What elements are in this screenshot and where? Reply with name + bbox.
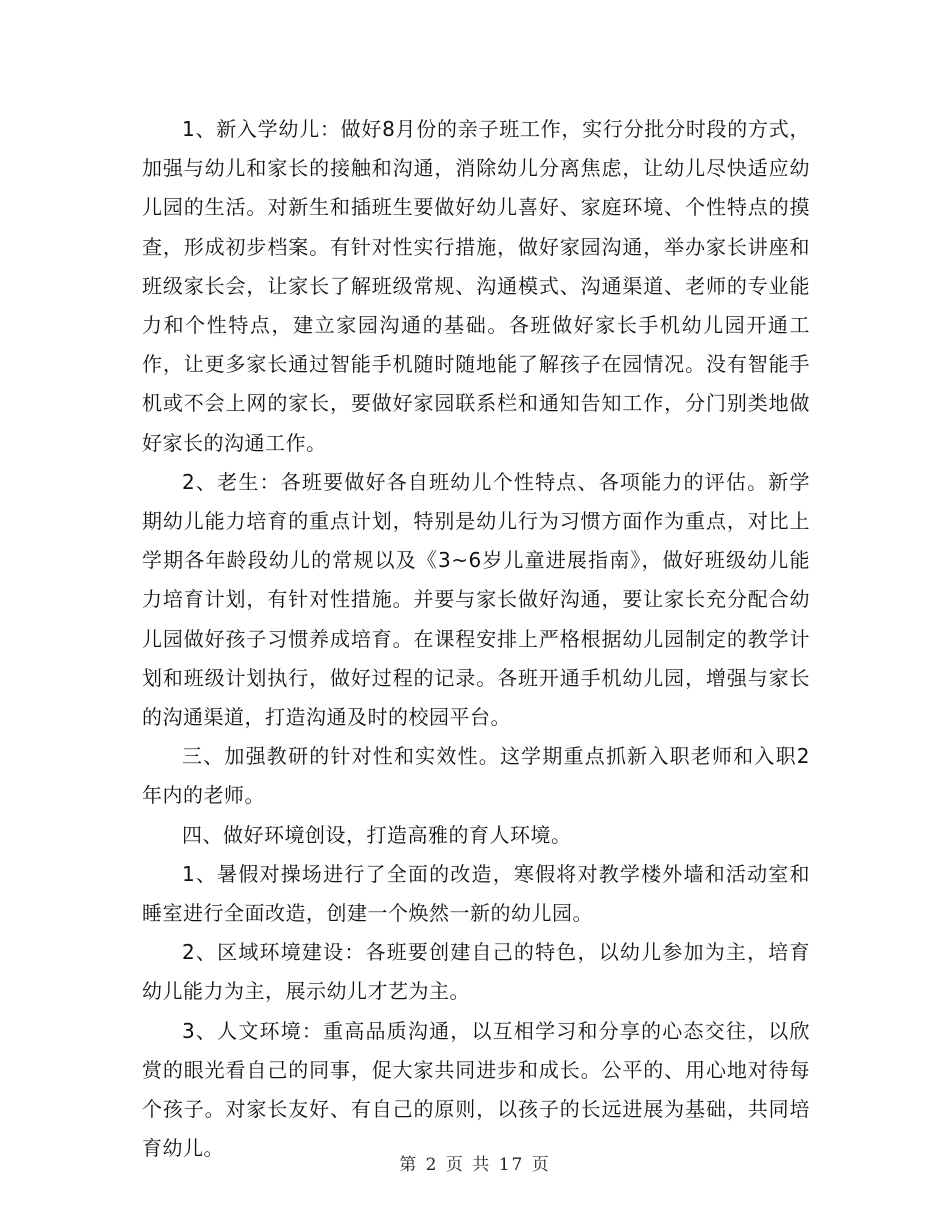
paragraph-area-environment: 2、区域环境建设：各班要创建自己的特色，以幼儿参加为主，培育幼儿能力为主，展示幼儿才艺为主。 — [142, 940, 810, 1004]
paragraph-humanistic-environment: 3、人文环境：重高品质沟通，以互相学习和分享的心态交往，以欣赏的眼光看自己的同事，促大家共同进步和成长。公平的、用心地对待每个孩子。对家长友好、有自己的原则，以孩子的长远进展为基础，共同培育幼儿。 — [142, 1018, 810, 1161]
paragraph-teaching-research: 三、加强教研的针对性和实效性。这学期重点抓新入职老师和入职2年内的老师。 — [142, 744, 810, 808]
paragraph-new-students: 1、新入学幼儿：做好8月份的亲子班工作，实行分批分时段的方式，加强与幼儿和家长的接触和沟通，消除幼儿分离焦虑，让幼儿尽快适应幼儿园的生活。对新生和插班生要做好幼儿喜好、家庭环境、个性特点的摸查，形成初步档案。有针对性实行措施，做好家园沟通，举办家长讲座和班级家长会，让家长了解班级常规、沟通模式、沟通渠道、老师的专业能力和个性特点，建立家园沟通的基础。各班做好家长手机幼儿园开通工作，让更多家长通过智能手机随时随地能了解孩子在园情况。没有智能手机或不会上网的家长，要做好家园联系栏和通知告知工作，分门别类地做好家长的沟通工作。 — [142, 117, 810, 455]
paragraph-environment-heading: 四、做好环境创设，打造高雅的育人环境。 — [182, 822, 572, 847]
document-body — [142, 110, 810, 1168]
paragraph-returning-students: 2、老生：各班要做好各自班幼儿个性特点、各项能力的评估。新学期幼儿能力培育的重点计划，特别是幼儿行为习惯方面作为重点，对比上学期各年龄段幼儿的常规以及《3~6岁儿童进展指南》，做好班级幼儿能力培育计划，有针对性措施。并要与家长做好沟通，要让家长充分配合幼儿园做好孩子习惯养成培育。在课程安排上严格根据幼儿园制定的教学计划和班级计划执行，做好过程的记录。各班开通手机幼儿园，增强与家长的沟通渠道，打造沟通及时的校园平台。 — [142, 469, 810, 730]
page-number-footer: 第 2 页 共 17 页 — [399, 1155, 551, 1175]
paragraph-renovation: 1、暑假对操场进行了全面的改造，寒假将对教学楼外墙和活动室和睡室进行全面改造，创建一个焕然一新的幼儿园。 — [142, 861, 810, 926]
